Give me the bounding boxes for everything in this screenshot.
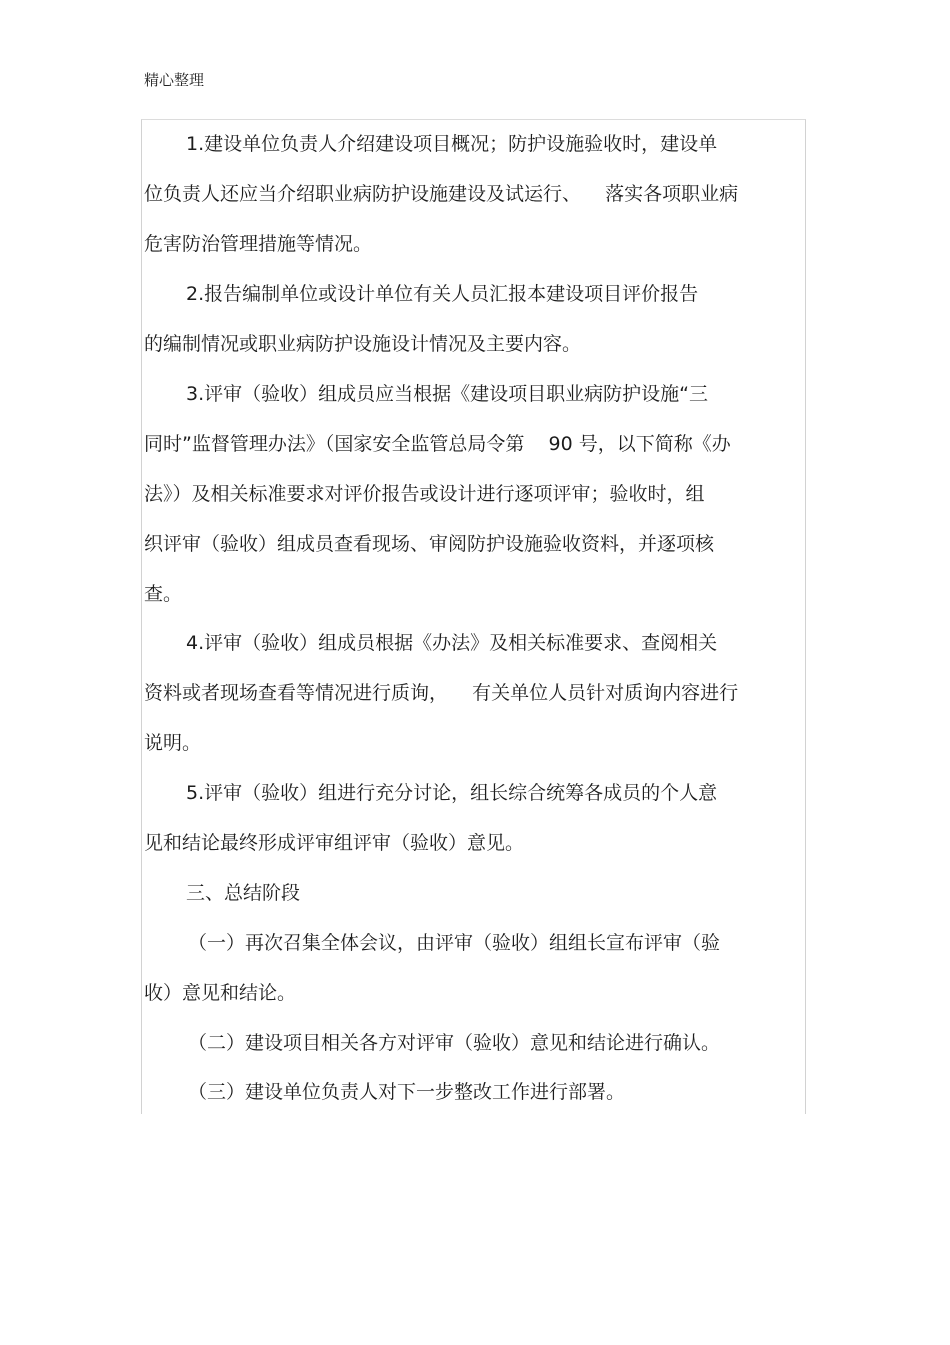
body-line: 资料或者现场查看等情况进行质询， 有关单位人员针对质询内容进行 — [144, 682, 739, 704]
body-line: （一）再次召集全体会议，由评审（验收）组组长宣布评审（验 — [188, 932, 721, 954]
body-line: 法》）及相关标准要求对评价报告或设计进行逐项评审；验收时，组 — [144, 483, 705, 505]
body-line: 织评审（验收）组成员查看现场、审阅防护设施验收资料，并逐项核 — [144, 533, 715, 555]
body-line: 位负责人还应当介绍职业病防护设施建设及试运行、 落实各项职业病 — [144, 183, 739, 205]
section-heading: 三、总结阶段 — [186, 882, 301, 904]
content-frame — [141, 119, 806, 1114]
body-line: 的编制情况或职业病防护设施设计情况及主要内容。 — [144, 333, 582, 355]
body-line: 2.报告编制单位或设计单位有关人员汇报本建设项目评价报告 — [186, 283, 699, 305]
body-line: 1.建设单位负责人介绍建设项目概况；防护设施验收时，建设单 — [186, 133, 718, 155]
body-line: 查。 — [144, 583, 183, 605]
body-line: 收）意见和结论。 — [144, 982, 297, 1004]
body-line: 3.评审（验收）组成员应当根据《建设项目职业病防护设施“三 — [186, 383, 708, 405]
body-line: 5.评审（验收）组进行充分讨论，组长综合统筹各成员的个人意 — [186, 782, 718, 804]
body-line: 说明。 — [144, 732, 202, 754]
body-line: 同时”监督管理办法》（国家安全监管总局令第 90 号，以下简称《办 — [144, 433, 731, 455]
body-line: 4.评审（验收）组成员根据《办法》及相关标准要求、查阅相关 — [186, 632, 718, 654]
body-line: （三）建设单位负责人对下一步整改工作进行部署。 — [188, 1081, 626, 1103]
page-header: 精心整理 — [144, 71, 205, 89]
body-line: 见和结论最终形成评审组评审（验收）意见。 — [144, 832, 525, 854]
body-line: （二）建设项目相关各方对评审（验收）意见和结论进行确认。 — [188, 1032, 721, 1054]
body-line: 危害防治管理措施等情况。 — [144, 233, 373, 255]
